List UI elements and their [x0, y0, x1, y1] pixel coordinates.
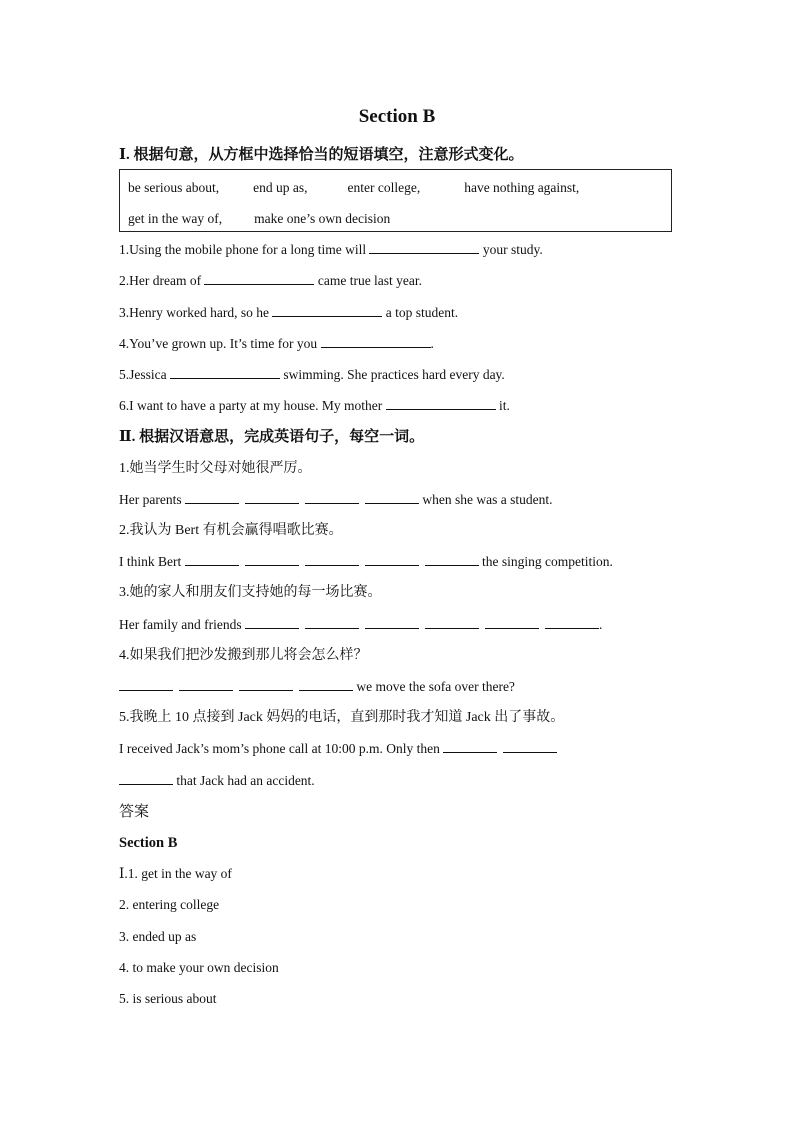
answer-blank[interactable]	[119, 772, 173, 785]
part2-q4-chinese: 4.如果我们把沙发搬到那儿将会怎么样？	[119, 648, 368, 663]
part2-q3-chinese: 3.她的家人和朋友们支持她的每一场比赛。	[119, 585, 382, 600]
answer-blank[interactable]	[185, 491, 239, 504]
answer-item-3: 3. ended up as	[119, 929, 197, 944]
part1-item-5: 5.Jessica swimming. She practices hard every day.	[119, 367, 505, 382]
part2-heading: Ⅱ. 根据汉语意思，完成英语句子，每空一词。	[119, 429, 425, 445]
answer-blank[interactable]	[503, 740, 557, 753]
part2-q4-english: we move the sofa over there?	[119, 678, 515, 696]
phrase-3: enter college,	[347, 180, 421, 195]
answer-blank[interactable]	[179, 678, 233, 691]
answer-blank[interactable]	[425, 616, 479, 629]
phrase-6: make one’s own decision	[254, 211, 391, 226]
part2-q5-english-line1: I received Jack’s mom’s phone call at 10:00 p.m. Only then	[119, 740, 557, 758]
phrase-5: get in the way of,	[128, 211, 223, 226]
answer-item-5: 5. is serious about	[119, 991, 217, 1006]
answer-blank[interactable]	[365, 491, 419, 504]
answer-blank[interactable]	[545, 616, 599, 629]
phrase-2: end up as,	[253, 180, 308, 195]
part2-q3-english: Her family and friends .	[119, 617, 603, 632]
part1-item-1: 1.Using the mobile phone for a long time will your study.	[119, 242, 543, 257]
part2-q2-chinese: 2.我认为 Bert 有机会赢得唱歌比赛。	[119, 523, 343, 538]
answers-label: 答案	[119, 804, 150, 820]
phrase-box-row1	[128, 179, 579, 197]
answer-item-1: Ⅰ.1. get in the way of	[119, 866, 232, 881]
answer-blank[interactable]	[245, 616, 299, 629]
answer-blank[interactable]	[185, 553, 239, 566]
part1-heading: Ⅰ. 根据句意，从方框中选择恰当的短语填空，注意形式变化。	[119, 147, 524, 163]
answer-blank[interactable]	[443, 740, 497, 753]
part2-q5-english-line2: that Jack had an accident.	[119, 772, 315, 790]
part2-q1-english: Her parents when she was a student.	[119, 492, 553, 507]
answer-blank[interactable]	[119, 678, 173, 691]
answer-blank[interactable]	[245, 553, 299, 566]
answer-blank[interactable]	[386, 397, 496, 410]
answer-blank[interactable]	[321, 335, 431, 348]
answer-blank[interactable]	[170, 366, 280, 379]
part1-item-3: 3.Henry worked hard, so he a top student.	[119, 305, 459, 320]
part2-q5-chinese: 5.我晚上 10 点接到 Jack 妈妈的电话，直到那时我才知道 Jack 出了事故。	[119, 710, 565, 725]
answer-blank[interactable]	[369, 241, 479, 254]
part1-item-4: 4.You’ve grown up. It’s time for you .	[119, 336, 434, 351]
answers-section-title: Section B	[119, 835, 178, 851]
phrase-4: have nothing against,	[464, 180, 580, 195]
page-title: Section B	[358, 106, 436, 127]
answer-blank[interactable]	[425, 553, 479, 566]
answer-item-4: 4. to make your own decision	[119, 960, 279, 975]
part2-q2-english: I think Bert the singing competition.	[119, 554, 613, 569]
answer-item-2: 2. entering college	[119, 897, 220, 912]
phrase-box-row2	[128, 210, 390, 228]
answer-blank[interactable]	[305, 616, 359, 629]
answer-blank[interactable]	[305, 491, 359, 504]
part1-item-6: 6.I want to have a party at my house. My mother it.	[119, 398, 510, 413]
phrase-1: be serious about,	[128, 180, 220, 195]
answer-blank[interactable]	[272, 304, 382, 317]
answer-blank[interactable]	[485, 616, 539, 629]
answer-blank[interactable]	[239, 678, 293, 691]
answer-blank[interactable]	[365, 616, 419, 629]
part2-q1-chinese: 1.她当学生时父母对她很严厉。	[119, 461, 312, 476]
answer-blank[interactable]	[305, 553, 359, 566]
answer-blank[interactable]	[245, 491, 299, 504]
part1-item-2: 2.Her dream of came true last year.	[119, 273, 423, 288]
answer-blank[interactable]	[365, 553, 419, 566]
answer-blank[interactable]	[299, 678, 353, 691]
phrase-box	[119, 169, 672, 232]
answer-blank[interactable]	[204, 272, 314, 285]
